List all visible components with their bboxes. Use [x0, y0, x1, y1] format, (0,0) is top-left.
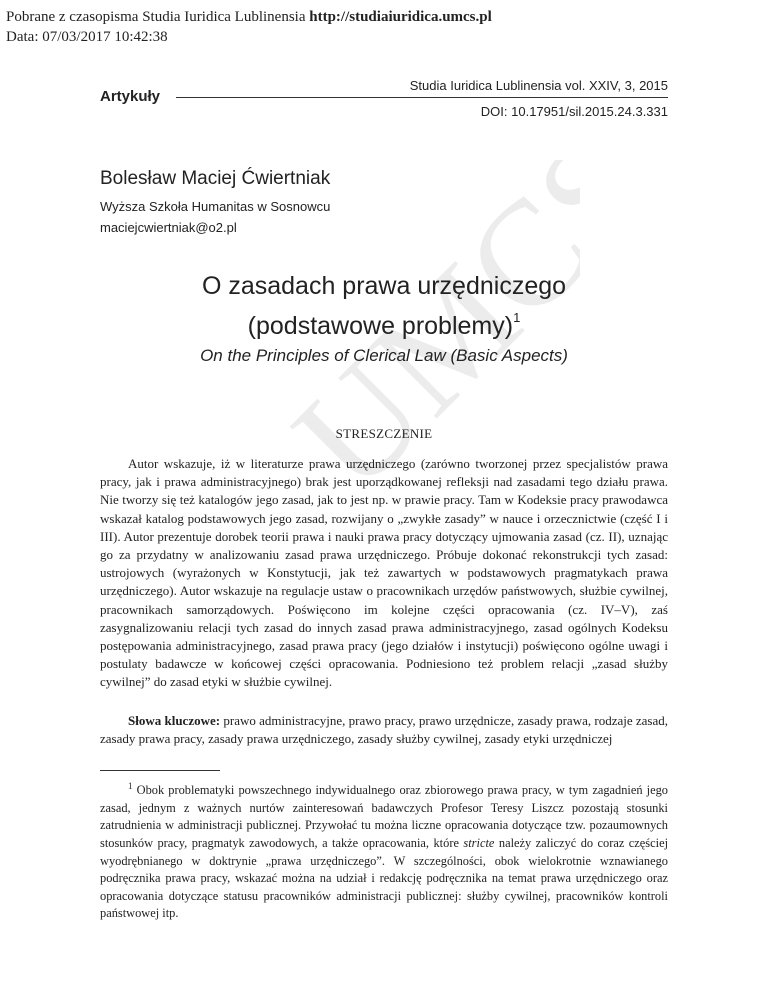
download-banner	[6, 7, 492, 47]
title-line-1: O zasadach prawa urzędniczego	[201, 272, 567, 300]
author-affiliation: Wyższa Szkoła Humanitas w Sosnowcu	[100, 199, 331, 214]
banner-source-text: Pobrane z czasopisma Studia Iuridica Lublinensia	[6, 9, 306, 25]
title-line-2	[100, 302, 668, 342]
journal-reference: Studia Iuridica Lublinensia vol. XXIV, 3, 2015	[409, 78, 668, 93]
title-footnote-mark[interactable]: 1	[513, 310, 521, 325]
banner-url-link[interactable]: http://studiaiuridica.umcs.pl	[309, 9, 492, 25]
footnote-italic-term: stricte	[463, 835, 495, 850]
svg-text:UMCS: UMCS	[262, 160, 580, 490]
abstract-heading: STRESZCZENIE	[335, 426, 433, 441]
doi-reference: DOI: 10.17951/sil.2015.24.3.331	[480, 104, 668, 119]
article-title	[100, 270, 668, 342]
footnote-text-part-1: Obok problematyki powszechnego indywidualnego oraz zbiorowego prawa pracy, w tym zagadnień jego zasad, jednym z ważnych nurtów zainteresowań badawczych Profesor Teresy Liszcz pozostają stosunki zatrudnienia w administracji publicznej. Przywołać tu można liczne opracowania dotyczące tzw. pozaumownych stosunków pracy, pragmatyk zawodowych, a także opracowania, które	[100, 783, 668, 850]
title-line-2-text: (podstawowe problemy)	[247, 312, 514, 340]
abstract-text: Autor wskazuje, iż w literaturze prawa urzędniczego (zarówno tworzonej przez specjalistów prawa pracy, jak i prawa administracyjnego) brak jest uporządkowanej refleksji nad zasadami tego działu prawa. Nie tworzy się też katalogów jego zasad, jak to jest np. w prawie pracy. Tam w Kodeksie pracy prawodawca wskazał katalog podstawowych jego zasad, rozwijany o „zwykłe zasady” w nauce i orzecznictwie (część I i III). Autor prezentuje dorobek teorii prawa i nauki prawa pracy dotyczący ujmowania zasad (cz. II), uznając go za przydatny w analizowaniu zasad prawa urzędniczego. Próbuje dokonać rekonstrukcji tych zasad: ustrojowych (wyrażonych w Konstytucji, jak też zawartych w podstawowych pragmatykach prawa urzędniczego). Autor wskazuje na regulacje ustaw o pracownikach urzędów państwowych, służbie cywilnej, pracownikach samorządowych. Poświęcono im kolejne części opracowania (cz. IV–V), zaś zasygnalizowaniu relacji tych zasad do innych zasad prawa administracyjnego, zasad ogólnych Kodeksu postępowania administracyjnego, zasad prawa pracy (jego działów i instytucji) poświęcono ogólne uwagi i postulaty badawcze w końcowej części opracowania. Podniesiono też problem relacji „zasad służby cywilnej” do zasad etyki w służbie cywilnej.	[100, 456, 668, 690]
keywords-text: prawo administracyjne, prawo pracy, prawo urzędnicze, zasady prawa, rodzaje zasad, zasady prawa pracy, zasady prawa urzędniczego, zasady służby cywilnej, zasady etyki urzędniczej	[100, 713, 668, 747]
keywords-paragraph	[100, 712, 668, 748]
footnote-divider	[100, 770, 220, 771]
keywords-label: Słowa kluczowe:	[128, 713, 221, 728]
english-title: On the Principles of Clerical Law (Basic Aspects)	[200, 346, 568, 365]
section-label: Artykuły	[100, 88, 161, 105]
banner-source-line	[6, 7, 492, 27]
author-name: Bolesław Maciej Ćwiertniak	[100, 168, 331, 189]
banner-date: Data: 07/03/2017 10:42:38	[6, 29, 168, 45]
footnote	[100, 778, 668, 923]
footnote-text-part-2: należy zaliczyć do coraz częściej wyodrębnianego w doktrynie „prawa urzędniczego”. W szczególności, obok wielokrotnie wznawianego podręcznika prawa pracy, wskazać można na udział i redakcję podręcznika na temat prawa urzędniczego oraz opracowania dotyczące statusu pracowników administracji publicznej: służby cywilnej, pracowników kontroli państwowej itp.	[100, 835, 669, 921]
header-divider	[176, 97, 668, 98]
footnote-number: 1	[128, 781, 133, 791]
author-email[interactable]: maciejcwiertniak@o2.pl	[100, 220, 237, 235]
